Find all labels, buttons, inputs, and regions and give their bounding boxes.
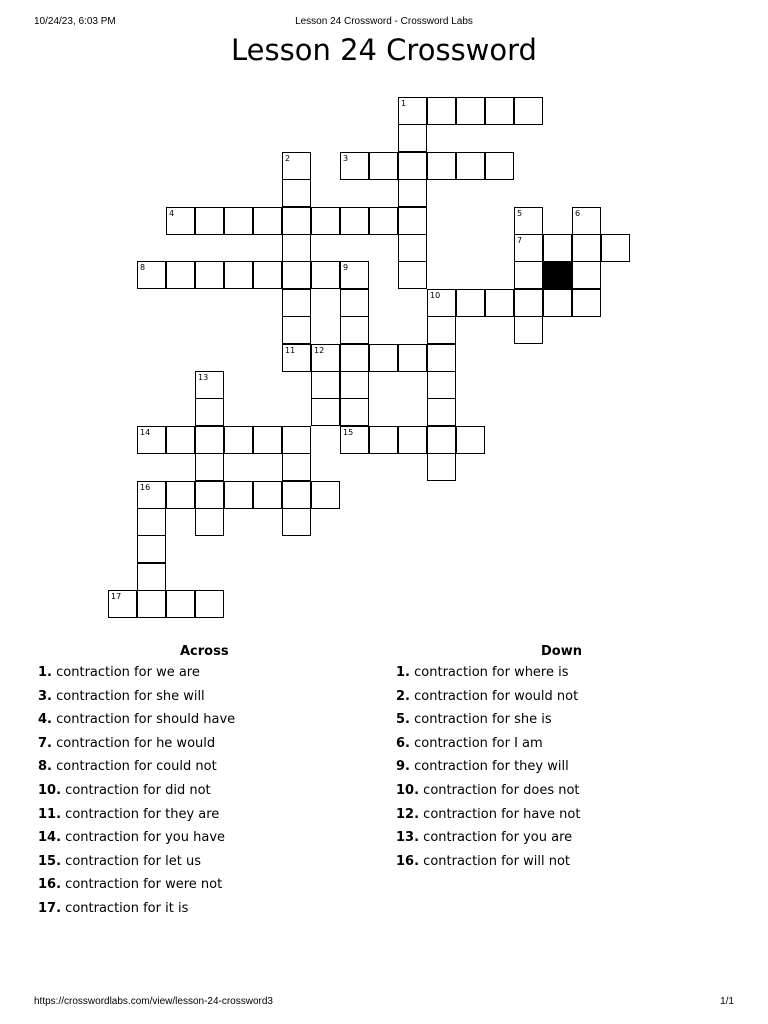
crossword-cell[interactable] — [195, 426, 224, 454]
clue-number-label: 12. — [396, 806, 420, 822]
clue-number-label: 13. — [396, 830, 420, 846]
crossword-cell[interactable] — [485, 97, 514, 125]
crossword-cell[interactable] — [253, 481, 282, 509]
crossword-cell[interactable] — [340, 289, 369, 317]
crossword-cell[interactable] — [282, 289, 311, 317]
clue-number-label: 11. — [38, 806, 62, 822]
crossword-cell[interactable] — [427, 344, 456, 372]
print-page-number: 1/1 — [720, 996, 734, 1007]
crossword-cell[interactable] — [514, 316, 543, 344]
crossword-cell[interactable] — [340, 398, 369, 426]
crossword-cell[interactable] — [601, 234, 630, 262]
clue-number-label: 5. — [396, 712, 410, 728]
crossword-cell[interactable] — [340, 344, 369, 372]
clue-number: 6 — [575, 209, 581, 218]
crossword-cell[interactable] — [311, 398, 340, 426]
clue-number-label: 10. — [38, 783, 62, 798]
across-clue — [38, 689, 205, 704]
crossword-cell[interactable] — [456, 152, 485, 180]
down-clue — [396, 689, 578, 704]
across-clue — [38, 712, 235, 727]
crossword-cell[interactable] — [224, 207, 253, 235]
clue-number: 14 — [140, 428, 151, 437]
crossword-cell[interactable] — [514, 234, 543, 262]
crossword-cell[interactable] — [340, 207, 369, 235]
clue-text: contraction for it is — [65, 901, 189, 916]
crossword-cell[interactable] — [456, 289, 485, 317]
down-clue — [396, 854, 570, 869]
crossword-cell[interactable] — [166, 481, 195, 509]
clue-number-label: 3. — [38, 688, 52, 704]
crossword-cell[interactable] — [398, 426, 427, 454]
crossword-cell[interactable] — [166, 426, 195, 454]
clue-number: 4 — [169, 209, 175, 218]
crossword-cell[interactable] — [340, 371, 369, 399]
crossword-cell[interactable] — [311, 371, 340, 399]
clue-number-label: 15. — [38, 853, 62, 869]
clue-number-label: 14. — [38, 830, 62, 846]
across-clue — [38, 854, 201, 869]
crossword-cell[interactable] — [427, 426, 456, 454]
clue-number-label: 17. — [38, 901, 62, 916]
clue-number: 13 — [198, 373, 209, 382]
clue-number: 8 — [140, 263, 146, 272]
clue-number: 9 — [343, 263, 349, 272]
crossword-cell[interactable] — [398, 124, 427, 152]
crossword-cell[interactable] — [311, 261, 340, 289]
clue-text: contraction for they are — [65, 806, 220, 822]
crossword-cell[interactable] — [282, 152, 311, 180]
crossword-cell[interactable] — [311, 207, 340, 235]
crossword-cell[interactable] — [224, 426, 253, 454]
clue-number: 10 — [430, 291, 441, 300]
crossword-cell[interactable] — [282, 344, 311, 372]
clue-number-label: 7. — [38, 735, 52, 751]
crossword-cell[interactable] — [572, 289, 601, 317]
crossword-cell[interactable] — [311, 344, 340, 372]
crossword-cell[interactable] — [137, 261, 166, 289]
crossword-cell[interactable] — [195, 590, 224, 618]
crossword-cell[interactable] — [427, 152, 456, 180]
crossword-cell[interactable] — [427, 289, 456, 317]
crossword-cell[interactable] — [398, 152, 427, 180]
clue-text: contraction for will not — [423, 853, 570, 869]
crossword-cell[interactable] — [427, 453, 456, 481]
clue-text: contraction for I am — [414, 735, 543, 751]
crossword-cell[interactable] — [195, 371, 224, 399]
clue-number-label: 4. — [38, 712, 52, 728]
clue-number: 5 — [517, 209, 523, 218]
crossword-cell[interactable] — [282, 316, 311, 344]
crossword-cell[interactable] — [398, 179, 427, 207]
across-clue — [38, 807, 219, 822]
clue-number-label: 6. — [396, 735, 410, 751]
across-clue — [38, 901, 188, 916]
down-clue — [396, 665, 569, 680]
crossword-cell[interactable] — [195, 453, 224, 481]
crossword-cell[interactable] — [427, 371, 456, 399]
crossword-cell[interactable] — [282, 261, 311, 289]
crossword-cell[interactable] — [282, 481, 311, 509]
across-clue — [38, 783, 211, 798]
clue-text: contraction for would not — [414, 688, 579, 704]
crossword-cell[interactable] — [253, 426, 282, 454]
down-clue — [396, 759, 569, 774]
clue-number: 12 — [314, 346, 325, 355]
clue-number-label: 8. — [38, 759, 52, 775]
crossword-cell[interactable] — [137, 563, 166, 591]
crossword-cell[interactable] — [253, 261, 282, 289]
clue-text: contraction for were not — [65, 877, 223, 893]
clue-text: contraction for they will — [414, 759, 569, 775]
clue-text: contraction for you are — [423, 830, 573, 846]
crossword-cell[interactable] — [369, 152, 398, 180]
across-clue — [38, 665, 200, 680]
crossword-cell[interactable] — [166, 590, 195, 618]
crossword-cell[interactable] — [282, 426, 311, 454]
clue-number: 3 — [343, 154, 349, 163]
crossword-cell[interactable] — [427, 398, 456, 426]
crossword-cell[interactable] — [369, 426, 398, 454]
crossword-cell[interactable] — [137, 535, 166, 563]
clue-text: contraction for she will — [56, 688, 205, 704]
crossword-cell[interactable] — [224, 261, 253, 289]
down-clue — [396, 712, 552, 727]
clue-number-label: 2. — [396, 688, 410, 704]
clue-text: contraction for we are — [56, 665, 200, 680]
clue-text: contraction for does not — [423, 783, 580, 798]
crossword-cell[interactable] — [543, 234, 572, 262]
crossword-cell[interactable] — [369, 207, 398, 235]
across-clue — [38, 736, 215, 751]
crossword-cell[interactable] — [485, 152, 514, 180]
clue-text: contraction for she is — [414, 712, 552, 728]
crossword-cell[interactable] — [282, 453, 311, 481]
crossword-cell[interactable] — [311, 481, 340, 509]
clue-number: 11 — [285, 346, 296, 355]
clue-number: 2 — [285, 154, 291, 163]
across-clue — [38, 759, 217, 774]
crossword-cell[interactable] — [572, 261, 601, 289]
crossword-cell[interactable] — [137, 481, 166, 509]
crossword-cell[interactable] — [398, 234, 427, 262]
crossword-title: Lesson 24 Crossword — [231, 33, 537, 67]
crossword-cell[interactable] — [514, 207, 543, 235]
crossword-cell[interactable] — [514, 289, 543, 317]
crossword-cell[interactable] — [253, 207, 282, 235]
crossword-cell[interactable] — [166, 261, 195, 289]
clue-number-label: 1. — [396, 665, 410, 680]
print-datetime: 10/24/23, 6:03 PM — [34, 16, 116, 27]
crossword-cell[interactable] — [224, 481, 253, 509]
crossword-cell[interactable] — [340, 261, 369, 289]
clue-text: contraction for should have — [56, 712, 236, 728]
crossword-cell[interactable] — [514, 261, 543, 289]
crossword-cell[interactable] — [137, 508, 166, 536]
crossword-cell[interactable] — [543, 289, 572, 317]
clue-text: contraction for you have — [65, 830, 226, 846]
clue-text: contraction for let us — [65, 853, 201, 869]
crossword-cell[interactable] — [195, 481, 224, 509]
crossword-cell[interactable] — [398, 344, 427, 372]
down-heading: Down — [541, 644, 582, 659]
clue-text: contraction for could not — [56, 759, 217, 775]
clue-text: contraction for he would — [56, 735, 216, 751]
crossword-cell[interactable] — [398, 97, 427, 125]
down-clue — [396, 830, 572, 845]
crossword-cell[interactable] — [195, 261, 224, 289]
crossword-cell[interactable] — [137, 590, 166, 618]
print-url: https://crosswordlabs.com/view/lesson-24-crossword3 — [34, 996, 273, 1007]
crossword-cell[interactable] — [137, 426, 166, 454]
crossword-cell[interactable] — [369, 344, 398, 372]
crossword-cell[interactable] — [166, 207, 195, 235]
crossword-cell[interactable] — [572, 207, 601, 235]
crossword-cell[interactable] — [427, 97, 456, 125]
crossword-cell[interactable] — [282, 508, 311, 536]
across-clue — [38, 877, 222, 892]
clue-number-label: 9. — [396, 759, 410, 775]
clue-number-label: 10. — [396, 783, 420, 798]
crossword-cell[interactable] — [282, 234, 311, 262]
crossword-cell[interactable] — [398, 261, 427, 289]
clue-text: contraction for where is — [414, 665, 569, 680]
clue-number: 7 — [517, 236, 523, 245]
crossword-cell[interactable] — [340, 316, 369, 344]
clue-number-label: 16. — [38, 877, 62, 893]
crossword-cell[interactable] — [108, 590, 137, 618]
crossword-cell[interactable] — [572, 234, 601, 262]
clue-text: contraction for did not — [65, 783, 211, 798]
crossword-cell[interactable] — [398, 207, 427, 235]
clue-number: 16 — [140, 483, 151, 492]
down-clue — [396, 736, 543, 751]
crossword-cell[interactable] — [282, 179, 311, 207]
clue-number-label: 1. — [38, 665, 52, 680]
crossword-cell[interactable] — [340, 426, 369, 454]
crossword-cell[interactable] — [514, 97, 543, 125]
clue-number: 1 — [401, 99, 407, 108]
crossword-cell[interactable] — [456, 97, 485, 125]
print-page-title: Lesson 24 Crossword - Crossword Labs — [295, 16, 473, 27]
crossword-cell[interactable] — [340, 152, 369, 180]
down-clue — [396, 807, 580, 822]
crossword-cell[interactable] — [456, 426, 485, 454]
crossword-block-cell — [543, 261, 572, 289]
down-clue — [396, 783, 580, 798]
crossword-cell[interactable] — [485, 289, 514, 317]
across-heading: Across — [180, 644, 229, 659]
clue-number: 17 — [111, 592, 122, 601]
clue-number: 15 — [343, 428, 354, 437]
crossword-cell[interactable] — [195, 398, 224, 426]
crossword-cell[interactable] — [195, 207, 224, 235]
crossword-cell[interactable] — [195, 508, 224, 536]
clue-number-label: 16. — [396, 853, 420, 869]
across-clue — [38, 830, 225, 845]
crossword-cell[interactable] — [282, 207, 311, 235]
clue-text: contraction for have not — [423, 806, 581, 822]
crossword-cell[interactable] — [427, 316, 456, 344]
